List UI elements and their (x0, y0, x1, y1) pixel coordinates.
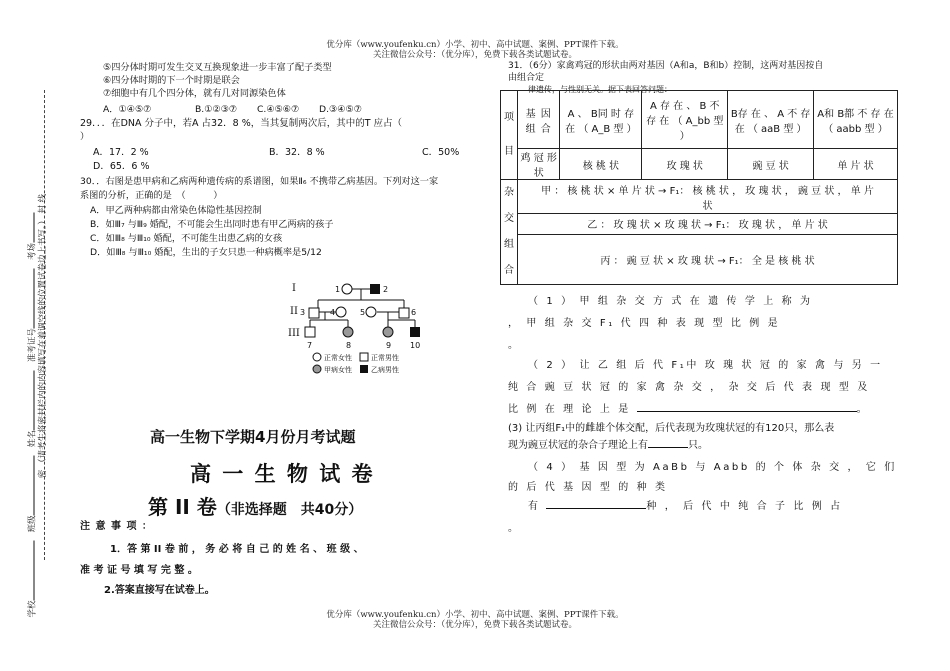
q31-part3-answer[interactable] (648, 436, 688, 448)
q31-part2-line (508, 399, 869, 421)
q31-stem-2: 由组合定 (508, 73, 545, 83)
num-2: 2 (383, 285, 389, 294)
binding-note (36, 86, 48, 586)
q31-part4-d: 。 (508, 523, 521, 534)
footer-line-2: 关注微信公众号：（优分库），免费下载各类试题试卷。 (372, 620, 577, 630)
q29-choice-d[interactable]: D．65．6 % (93, 161, 150, 172)
q29-close: ） (80, 131, 90, 142)
footer-line-1: 优分库（www.youfenku.cn）小学、初中、高中试题、案例、PPT课件下载。 (326, 610, 624, 620)
volume-title (148, 491, 362, 520)
q31-stem-3: 律遗传，与性别无关。据下表回答问题： (528, 85, 672, 94)
q28-choice-b[interactable]: B.①②③⑦ (195, 104, 238, 115)
header-line-1: 优分库（www.youfenku.cn）小学、初中、高中试题、案例、PPT课件下载。 (326, 40, 624, 50)
name-field[interactable] (23, 370, 35, 430)
legend-disease-b-male: 乙病男性 (371, 366, 399, 374)
q28-option-6: ⑥四分体时期的下一个时期是联会 (103, 75, 240, 86)
room-field[interactable] (23, 213, 35, 243)
school-label: 学校 (27, 600, 38, 618)
q31-part2-end: 。 (856, 404, 870, 415)
pedigree-iii8 (343, 327, 353, 337)
legend-normal-male: 正常男性 (371, 354, 399, 362)
q31-part4-b: 的 后 代 基 因 型 的 种 类 (508, 482, 668, 493)
q31-part2-answer[interactable] (637, 400, 857, 412)
seal-seal: 封 (38, 205, 48, 214)
q31-part3-a: (3) 让丙组F₁中的雌雄个体交配，后代表现为玫瑰状冠的有120只，那么表 (508, 423, 835, 434)
q28-choice-d[interactable]: D.③④⑤⑦ (319, 104, 362, 115)
q30-option-a[interactable]: A．甲乙两种病都由常染色体隐性基因控制 (90, 205, 262, 216)
legend-disease-a-female: 甲病女性 (324, 366, 352, 374)
volume-label: 第 II 卷 (148, 495, 217, 519)
table-row-head (501, 91, 518, 180)
pedigree-i1 (342, 284, 352, 294)
cross-jia: 甲 ： 核 桃 状 × 单 片 状 → F₁： 核 桃 状 ， 玫 瑰 状 ， 豌 豆 状 ， 单 片 状 (517, 180, 897, 214)
num-4: 4 (330, 308, 336, 317)
q31-part4-c2: 种 ， 后 代 中 纯 合 子 比 例 占 (646, 501, 843, 512)
pedigree-ii4 (336, 307, 346, 317)
cross-label-3: 组 (503, 239, 514, 250)
class-field[interactable] (23, 455, 35, 515)
gene-cell-a: A 存 在 、 B 不 存 在 （ A_bb 型 ） (642, 91, 728, 149)
q29-choice-a[interactable]: A．17．2 % (93, 147, 149, 158)
q31-part1-c: 。 (508, 340, 521, 351)
q30-option-d[interactable]: D．如Ⅲ₈ 与Ⅲ₁₀ 婚配，生出的子女只患一种病概率是5/12 (90, 247, 322, 258)
gene-cell-b: B存 在 、 A 不 存 在 （ aaB 型 ） (728, 91, 814, 149)
q28-choice-a[interactable]: A．①④⑤⑦ (103, 104, 152, 115)
notes-item-1b: 准 考 证 号 填 写 完 整 。 (80, 565, 198, 576)
comb-cell-pea: 豌 豆 状 (728, 149, 814, 180)
exam-no-field[interactable] (23, 268, 35, 328)
num-9: 9 (386, 341, 392, 350)
notes-heading: 注 意 事 项 ： (80, 521, 153, 532)
row-head-2: 目 (503, 146, 514, 157)
comb-label-cell: 鸡 冠 形 状 (517, 149, 559, 180)
name-label: 姓名 (27, 430, 38, 448)
gen-label-1: I (292, 283, 296, 294)
page-footer (0, 610, 950, 630)
num-3: 3 (300, 308, 306, 317)
q31-part3-line (508, 436, 708, 455)
legend-normal-female: 正常女性 (324, 354, 352, 362)
pedigree-iii9 (383, 327, 393, 337)
q31-part4-a: （ 4 ） 基 因 型 为 AaBb 与 Aabb 的 个 体 杂 交 ， 它 们 (528, 462, 897, 473)
q28-choice-c[interactable]: C.④⑤⑥⑦ (257, 104, 300, 115)
q30-option-b[interactable]: B．如Ⅲ₇ 与Ⅲ₉ 婚配，不可能会生出同时患有甲乙两病的孩子 (90, 219, 334, 230)
comb-cell-single: 单 片 状 (814, 149, 898, 180)
comb-cell-rose: 玫 瑰 状 (642, 149, 728, 180)
binding-margin (0, 0, 70, 671)
pedigree-i2 (370, 284, 380, 294)
q28-choices (103, 104, 423, 116)
q31-part3-b: 现为豌豆状冠的杂合子理论上有 (508, 440, 648, 451)
num-10: 10 (410, 341, 421, 350)
q28-option-5: ⑤四分体时期可发生交叉互换现象进一步丰富了配子类型 (103, 62, 332, 73)
notes-item-1a: 1．答 第 II 卷 前 ， 务 必 将 自 己 的 姓 名 、 班 级 、 (110, 544, 364, 555)
q30-stem-2: 系图的分析，正确的是 （ ） (80, 190, 223, 201)
exam-title: 高一生物下学期4月份月考试题 (150, 428, 356, 446)
q31-part3-end: 只。 (688, 440, 708, 451)
pedigree-ii5 (366, 307, 376, 317)
gene-cell-ab: A 、 B同 时 存 在 （ A_B 型 ） (560, 91, 642, 149)
exam-no-label: 准考证号 (27, 328, 38, 363)
gen-label-3: III (288, 328, 300, 339)
q29-choice-b[interactable]: B．32．8 % (269, 147, 325, 158)
q31-part2-a: （ 2 ） 让 乙 组 后 代 F₁中 玫 瑰 状 冠 的 家 禽 与 另 一 (528, 360, 883, 371)
cross-yi: 乙 ： 玫 瑰 状 × 玫 瑰 状 → F₁： 玫 瑰 状 ， 单 片 状 (517, 214, 897, 234)
seal-line: 线 (38, 193, 48, 203)
gene-label-cell: 基 因 组 合 (517, 91, 559, 149)
genotype-table (500, 90, 898, 285)
pedigree-iii7 (305, 327, 315, 337)
q31-part1-b: ， 甲 组 杂 交 F₁ 代 四 种 表 现 型 比 例 是 (508, 318, 781, 329)
q31-part1-a: （ 1 ） 甲 组 杂 交 方 式 在 遗 传 学 上 称 为 (528, 296, 813, 307)
cross-bing: 丙 ： 豌 豆 状 × 玫 瑰 状 → F₁： 全 是 核 桃 状 (517, 234, 897, 285)
q31-part2-c: 比 例 在 理 论 上 是 (508, 404, 631, 415)
q30-stem-1: 30．．右图是患甲病和乙病两种遗传病的系谱图，如果Ⅱ₆ 不携带乙病基因。下列对这一家 (80, 176, 439, 187)
gen-label-2: II (290, 306, 298, 317)
q29-stem: 29．．．在DNA 分子中，若A 占32．8 %，当其复制两次后，其中的T 应占（ (80, 118, 403, 129)
q30-option-c[interactable]: C．如Ⅲ₈ 与Ⅲ₁₀ 婚配，不可能生出患乙病的女孩 (90, 233, 283, 244)
num-7: 7 (307, 341, 313, 350)
page-header (0, 40, 950, 60)
cross-label-cell (501, 180, 518, 285)
num-6: 6 (411, 308, 417, 317)
class-label: 班级 (27, 515, 38, 533)
q28-option-7: ⑦细胞中有几个四分体，就有几对同源染色体 (103, 88, 286, 99)
notes-item-2: 2.答案直接写在试卷上。 (104, 585, 215, 596)
subject-title: 高 一 生 物 试 卷 (190, 462, 375, 486)
q31-part4-answer-1[interactable] (546, 497, 646, 509)
q31-stem-1: 31．（6分）家禽鸡冠的形状由两对基因（A和a，B和b）控制，这两对基因按自 (508, 61, 824, 71)
num-5: 5 (360, 308, 366, 317)
q31-part4-c1: 有 (528, 501, 541, 512)
comb-cell-walnut: 核 桃 状 (560, 149, 642, 180)
pedigree-diagram (280, 276, 440, 376)
cross-label-4: 合 (503, 265, 514, 276)
cross-label-2: 交 (503, 213, 514, 224)
school-field[interactable] (23, 540, 35, 600)
pedigree-ii3 (309, 308, 319, 318)
header-line-2: 关注微信公众号：（优分库），免费下载各类试题试卷。 (372, 50, 577, 60)
gene-cell-none: A和 B都 不 存 在 （ aabb 型 ） (814, 91, 898, 149)
row-head-1: 项 (503, 112, 514, 123)
q29-choice-c[interactable]: C．50% (422, 147, 460, 158)
q29-choices (93, 147, 459, 159)
pedigree-ii6 (399, 308, 409, 318)
num-8: 8 (346, 341, 352, 350)
seal-dense: 密 (38, 469, 48, 479)
q31-part2-b: 纯 合 豌 豆 状 冠 的 家 禽 杂 交 ， 杂 交 后 代 表 现 型 及 (508, 382, 870, 393)
cross-label-1: 杂 (503, 187, 514, 198)
room-label: 考场 (27, 242, 38, 260)
q31-part4-line (528, 496, 843, 518)
binding-note-text: （请考生将密封栏内的内容填写在着调空线的位置试卷边上书写。） (38, 216, 48, 467)
pedigree-iii10 (410, 327, 420, 337)
volume-subtitle: （非选择题 共40分） (216, 502, 363, 518)
num-1: 1 (335, 285, 341, 294)
